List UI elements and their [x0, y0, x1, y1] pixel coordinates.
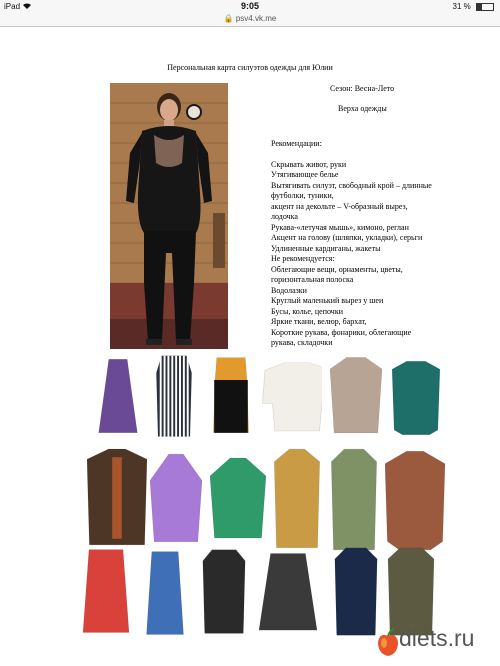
- address-bar[interactable]: [0, 14, 500, 27]
- clothing-item-black-jacket: [201, 546, 247, 639]
- recommendation-line: Рукава-«летучая мышь», кимоно, реглан: [271, 222, 409, 232]
- recommendation-line: Акцент на голову (шляпки, укладки), серьги: [271, 233, 423, 242]
- woman-photo: [110, 83, 228, 349]
- status-bar: [0, 0, 500, 14]
- not-recommended-line: Яркие ткани, велюр, бархат,: [271, 317, 367, 326]
- clothing-item-black-floral-kimono: [259, 550, 317, 639]
- lock-icon: 🔒: [223, 14, 234, 23]
- season-label: Сезон: Весна-Лето: [330, 84, 395, 93]
- not-recommended-line: Бусы, колье, цепочки: [271, 306, 343, 316]
- clothing-item-navy-blazer: [333, 546, 379, 639]
- url-text: psv4.vk.me: [235, 14, 277, 23]
- recommendations-section: [271, 139, 481, 254]
- clothing-item-mustard-blouse: [270, 447, 324, 552]
- battery-status: [453, 2, 494, 11]
- recommendation-line: лодочка: [271, 212, 298, 221]
- document-page: [0, 27, 500, 666]
- clothing-item-striped-blouse: [153, 354, 195, 440]
- recommendation-line: футболки, туники,: [271, 191, 334, 200]
- clothing-item-teal-blouse: [390, 358, 442, 438]
- clothing-item-rust-top: [385, 447, 445, 552]
- recommendation-line: Утягивающее белье: [271, 170, 339, 179]
- not-recommended-line: Водолазки: [271, 285, 307, 295]
- clothing-item-lilac-top: [150, 450, 202, 552]
- battery-percent: 31 %: [452, 2, 471, 11]
- category-label: Верха одежды: [338, 104, 387, 113]
- clock: 9:05: [240, 1, 259, 11]
- recommendation-line: акцент на декольте – V-образный вырез,: [271, 201, 408, 211]
- clothing-item-taupe-drape-top: [330, 354, 382, 438]
- not-recommended-heading: Не рекомендуется:: [271, 254, 335, 263]
- recommendation-line: Скрывать живот, руки: [271, 159, 347, 169]
- recommendations-heading: Рекомендации:: [271, 139, 322, 148]
- not-recommended-section: [271, 254, 481, 349]
- watermark-text: diets.ru: [399, 625, 475, 651]
- recommendation-line: Удлиненные кардиганы, жакеты: [271, 243, 381, 253]
- not-recommended-line: рукава, складочки: [271, 338, 333, 347]
- clothing-item-blue-cardigan: [143, 548, 187, 640]
- page-title: Персональная карта силуэтов одежды для Юлии: [167, 63, 333, 72]
- diets-watermark: [376, 623, 500, 666]
- clothing-item-olive-shirt-dress: [327, 447, 381, 552]
- not-recommended-line: Облегающие вещи, орнаменты, цветы,: [271, 264, 403, 274]
- clothing-item-brown-tunic: [87, 447, 147, 549]
- clothing-item-green-tee: [210, 452, 266, 552]
- clothing-item-printed-kimono: [81, 546, 131, 638]
- clothing-item-orange-black-top: [210, 356, 252, 436]
- not-recommended-line: Круглый маленький вырез у шеи: [271, 296, 384, 305]
- battery-icon: [476, 3, 494, 11]
- clothing-item-white-blouse: [260, 358, 322, 434]
- not-recommended-line: горизонтальная полоска: [271, 275, 354, 284]
- clothing-item-purple-tank-top: [97, 356, 139, 436]
- device-name: iPad: [4, 2, 21, 11]
- recommendation-line: Вытягивать силуэт, свободный крой – длинные: [271, 180, 432, 190]
- not-recommended-line: Короткие рукава, фонарики, облегающие: [271, 327, 412, 337]
